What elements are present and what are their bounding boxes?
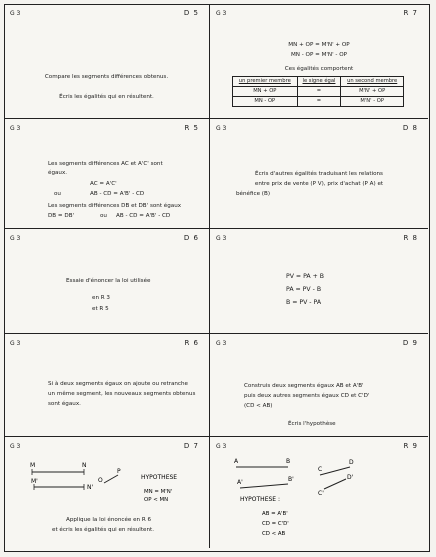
segments-figure [210,437,428,552]
card-code: G 3 [216,235,227,242]
table-cell: MN + OP [233,87,298,97]
card-ref: D 9 [402,339,418,347]
label-b2: B' [288,476,294,483]
text-line: un même segment, les nouveaux segments obtenus [48,391,196,397]
equation: PA = PV - B [286,286,322,293]
card-code: G 3 [10,340,21,347]
text-line: sont égaux. [48,401,81,407]
card-d9 [210,334,428,436]
table-cell: = [297,97,341,107]
card-code: G 3 [216,125,227,132]
label-p: P [117,468,121,475]
instruction-line: Applique la loi énoncée en R 6 [66,517,152,523]
label-d: D [349,459,354,466]
label-a2: A' [237,479,243,486]
card-r5 [4,119,209,228]
equation: AC = A'C' [90,181,117,187]
label-n: N [82,462,87,469]
text-line: Si à deux segments égaux on ajoute ou retranche [48,381,188,387]
caption: Ces égalités comportent [284,66,354,72]
hypothesis-title: HYPOTHESE [141,474,178,481]
header-equal-sign: le signe égal [297,77,341,87]
equation: PV = PA + B [286,273,325,280]
label-b: B [286,458,291,465]
header-first-member: un premier membre [233,77,298,87]
instruction-line: entre prix de vente (P V), prix d'achat (P A) et [254,181,384,187]
label-o: O [98,477,103,484]
instruction-line: Écris les égalités qui en résultent. [59,94,154,100]
label-m: M [30,462,36,469]
segment-c2d2 [324,479,346,489]
instruction-line: Écris l'hypothèse [288,421,336,427]
instruction-line: et écris les égalités qui en résultent. [52,527,154,533]
card-ref: R 7 [403,9,418,17]
text-line: Les segments différences AC et A'C' sont [48,161,163,167]
card-r8 [210,229,428,333]
hypothesis-line: CD < AB [262,531,286,537]
card-d6 [4,229,209,333]
equation: MN - OP = M'N' - OP [290,52,348,58]
table-cell: = [297,87,341,97]
card-code: G 3 [10,443,21,450]
card-d7 [4,437,209,552]
card-code: G 3 [216,340,227,347]
card-d8 [210,119,428,228]
card-ref: D 7 [183,442,199,450]
text-line: Les segments différences DB et DB' sont égaux [48,203,182,209]
label-c2: C' [318,490,324,497]
card-code: G 3 [10,125,21,132]
card-ref: R 9 [403,442,418,450]
hypothesis-line: AB = A'B' [262,511,288,517]
card-code: G 3 [216,443,227,450]
instruction-line: bénéfice (B) [236,191,270,197]
hypothesis-title: HYPOTHESE : [240,496,281,503]
hypothesis-line: MN = M'N' [144,489,173,495]
table-cell: MN - OP [233,97,298,107]
hypothesis-line: OP < MN [144,497,169,503]
instruction-line: Essaie d'énoncer la loi utilisée [66,278,151,284]
equation: AB - CD = A'B' - CD [90,191,145,197]
segment-cd [320,467,350,475]
instruction-line: Construis deux segments égaux AB et A'B' [244,383,364,389]
card-code: G 3 [10,235,21,242]
segment-op [104,475,118,483]
card-ref: D 6 [183,234,199,242]
card-ref: D 8 [402,124,418,132]
text-line: ou [54,191,61,197]
card-ref: D 5 [183,9,199,17]
label-a: A [234,458,239,465]
card-ref: R 5 [184,124,199,132]
table-cell: M'N' + OP [341,87,404,97]
card-r9 [210,437,428,552]
equation: AB - CD = A'B' - CD [116,213,171,219]
text-line: égaux. [48,170,68,176]
header-second-member: un second membre [341,77,404,87]
card-r7 [210,4,428,118]
label-c: C [318,466,323,473]
instruction-line: en R 3 [92,295,110,301]
hypothesis-line: CD = C'D' [262,521,289,527]
card-r6 [4,334,209,436]
equation: DB = DB' [48,213,75,219]
label-m2: M' [31,478,38,485]
equation: MN + OP = M'N' + OP [288,42,350,48]
label-n2: N' [87,484,94,491]
table-cell: M'N' - OP [341,97,404,107]
equality-table [232,76,404,107]
card-ref: R 6 [184,339,199,347]
card-ref: R 8 [403,234,418,242]
instruction-line: et R 5 [92,306,109,312]
card-code: G 3 [216,10,227,17]
equation: B = PV - PA [286,299,322,306]
segment-a2b2 [240,484,288,488]
card-code: G 3 [10,10,21,17]
instruction-line: Écris d'autres égalités traduisant les relations [255,171,383,177]
text-line: ou [100,213,107,219]
instruction-line: Compare les segments différences obtenus. [44,74,169,80]
card-d5 [4,4,209,118]
label-d2: D' [347,474,354,481]
instruction-line: puis deux autres segments égaux CD et C'D' [244,393,370,399]
segments-figure [4,437,209,552]
instruction-line: (CD < AB) [244,403,273,409]
